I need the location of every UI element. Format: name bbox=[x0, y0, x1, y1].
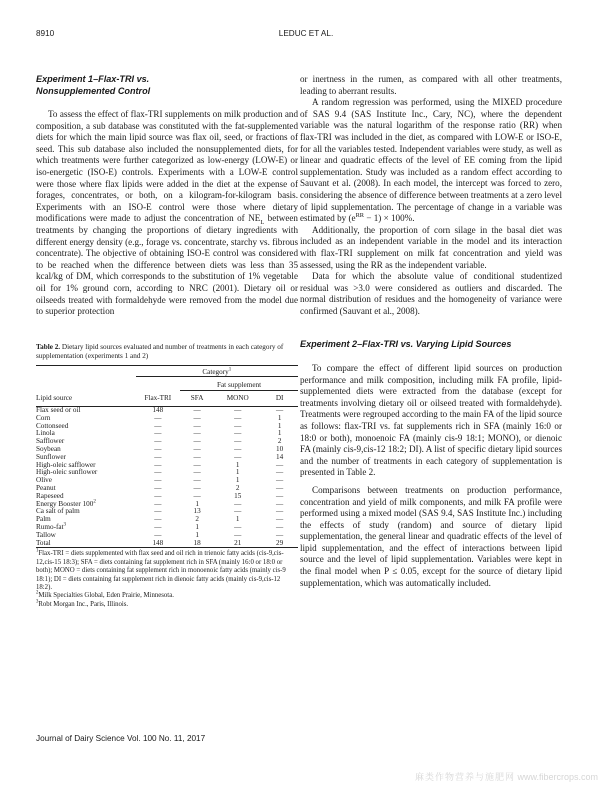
cell-value: — bbox=[193, 406, 201, 415]
cell-value: 1 bbox=[277, 429, 282, 438]
cell-value: — bbox=[154, 452, 162, 461]
cell-lipid-source: Total bbox=[36, 540, 136, 548]
cell-value: 1 bbox=[235, 468, 240, 477]
cell-value: — bbox=[234, 437, 242, 446]
cell-value: — bbox=[154, 491, 162, 500]
heading-line-1: Experiment 1–Flax-TRI vs. bbox=[36, 74, 150, 84]
cell-value: — bbox=[193, 484, 201, 493]
cell-value: — bbox=[234, 413, 242, 422]
table-row bbox=[36, 477, 298, 485]
cell-value: — bbox=[276, 523, 284, 532]
cell-value: — bbox=[154, 429, 162, 438]
cell-lipid-source: Linola bbox=[36, 429, 55, 438]
cell-value: 18 bbox=[180, 540, 214, 548]
cell-lipid-source: Energy Booster $100^2$ bbox=[36, 499, 96, 508]
section-heading-experiment-1 bbox=[36, 74, 298, 97]
cell-value: 15 bbox=[234, 491, 242, 500]
cell-value: — bbox=[276, 476, 284, 485]
cell-value: — bbox=[154, 421, 162, 430]
cell-lipid-source: Corn bbox=[36, 413, 51, 422]
cell-value: — bbox=[154, 515, 162, 524]
cell-lipid-source: Tallow bbox=[36, 530, 56, 539]
col-header-sfa: SFA bbox=[180, 393, 214, 406]
cell-value: — bbox=[276, 530, 284, 539]
table-header-row bbox=[36, 393, 298, 406]
cell-lipid-source: Ca salt of palm bbox=[36, 507, 80, 516]
watermark: 麻类作物营养与施肥网 www.fibercrops.com bbox=[414, 772, 598, 782]
cell-value: 2 bbox=[195, 515, 199, 524]
cell-value: — bbox=[276, 499, 284, 508]
cell-value: 1 bbox=[235, 476, 240, 485]
cell-value: — bbox=[193, 437, 201, 446]
cell-value: 13 bbox=[193, 507, 201, 516]
cell-value: — bbox=[234, 445, 242, 454]
cell-lipid-source: Peanut bbox=[36, 484, 56, 493]
table-row bbox=[36, 485, 298, 493]
section-heading-experiment-2: Experiment 2–Flax-TRI vs. Varying Lipid Sources bbox=[300, 339, 512, 350]
cell-value: — bbox=[193, 468, 201, 477]
cell-lipid-source: Rapeseed bbox=[36, 491, 64, 500]
cell-value: — bbox=[193, 452, 201, 461]
cell-value: — bbox=[234, 421, 242, 430]
cell-value: — bbox=[276, 491, 284, 500]
paragraph-continued: or inertness in the rumen, as compared with all other treatments, leading to aberrant results. bbox=[300, 74, 562, 96]
table-row bbox=[36, 508, 298, 516]
cell-value: — bbox=[154, 484, 162, 493]
table-row bbox=[36, 540, 298, 548]
cell-lipid-source: Soybean bbox=[36, 445, 61, 454]
cell-value: 1 bbox=[277, 413, 282, 422]
cell-value: — bbox=[234, 406, 242, 415]
paragraph-outliers: Data for which the absolute value of conditional studentized residual was >3.0 were considered as outliers and discarded. The normal distribution of residues and the homogeneity of variance were confirmed (Sauvant et al., 2008). bbox=[300, 271, 562, 316]
cell-value: — bbox=[276, 515, 284, 524]
cell-value: 21 bbox=[214, 540, 261, 548]
cell-value: — bbox=[154, 413, 162, 422]
cell-value: 1 bbox=[277, 421, 282, 430]
table-row bbox=[36, 407, 298, 415]
table-row bbox=[36, 446, 298, 454]
page-number: 8910 bbox=[36, 29, 55, 38]
table-row bbox=[36, 423, 298, 431]
cell-value: — bbox=[193, 491, 201, 500]
table-row bbox=[36, 469, 298, 477]
table-row bbox=[36, 415, 298, 423]
cell-value: 14 bbox=[276, 452, 284, 461]
cell-value: 1 bbox=[235, 515, 240, 524]
cell-value: 2 bbox=[277, 437, 282, 446]
paragraph-corn-silage: Additionally, the proportion of corn silage in the basal diet was included as an independent variable in the model and its interaction with flax-TRI supplement on milk fat concentration and yield was assessed, using the RR as the independent variable. bbox=[300, 224, 562, 270]
cell-value: — bbox=[154, 445, 162, 454]
cell-value: — bbox=[276, 406, 284, 415]
cell-value: — bbox=[234, 429, 242, 438]
cell-value: 1 bbox=[235, 460, 240, 469]
cell-lipid-source: High-oleic sunflower bbox=[36, 468, 98, 477]
table-footnote: $^3$Robt Morgan Inc., Paris, Illinois. bbox=[36, 599, 129, 608]
col-header-di: DI bbox=[261, 393, 298, 406]
cell-lipid-source: Cottonseed bbox=[36, 421, 69, 430]
cell-value: — bbox=[154, 499, 162, 508]
paragraph-comparisons: Comparisons between treatments on production performance, concentration and yield of milk components, and milk FA profile were performed using a mixed model (SAS 9.4, SAS Institute Inc.) including the effects of study (random) and source of dietary lipid supplementation, the general linear and quadratic effects of the level of lipid supplementation, and the effect of interactions between lipid source and the level of lipid supplementation. Variables were kept in the final model when P ≤ 0.05, except for the source of dietary lipid supplementation, which was automatically included. bbox=[300, 484, 562, 588]
col-header-flax-tri: Flax-TRI bbox=[136, 393, 181, 406]
col-header-mono: MONO bbox=[214, 393, 261, 406]
lipid-source-table bbox=[36, 365, 298, 549]
cell-value: 2 bbox=[235, 484, 240, 493]
cell-value: — bbox=[193, 429, 201, 438]
cell-lipid-source: Olive bbox=[36, 476, 52, 485]
cell-value: — bbox=[234, 507, 242, 516]
category-header: Category$^1$ bbox=[136, 369, 298, 378]
col-header-lipid-source: Lipid source bbox=[36, 393, 136, 406]
cell-value: 1 bbox=[195, 523, 199, 532]
journal-footer: Journal of Dairy Science Vol. 100 No. 11, 2017 bbox=[36, 734, 206, 743]
table-caption: Table 2. Dietary lipid sources evaluated and number of treatments in each category of supplementation (experiments 1 and 2) bbox=[36, 342, 284, 360]
table-row bbox=[36, 532, 298, 540]
cell-value: — bbox=[234, 452, 242, 461]
cell-value: 148 bbox=[136, 540, 181, 548]
cell-lipid-source: High-oleic safflower bbox=[36, 460, 96, 469]
heading-line-2: Nonsupplemented Control bbox=[36, 85, 151, 96]
cell-value: — bbox=[193, 421, 201, 430]
paragraph-experiment-1: To assess the effect of flax-TRI supplements on milk production and composition, a sub database was constituted with the fat-supplemented diets for which the main lipid source was flax oil, seed, or fractions of seed. This sub database also included the nonsupplemented diets, for which treatments were further categorized as low-energy (LOW-E) or iso-energetic (ISO-E) controls. Experiments with a LOW-E control were those where flax lipids were added in the diet at the expense of forages, concentrates, or both, on a kilogram-for-kilogram basis. Experiments with an ISO-E control were those where dietary modifications were made to adjust the concentration of $NE_L$ between treatments by changing the proportions of dietary ingredients with different energy density (e.g., forage vs. concentrate, starchy vs. fibrous concentrate). The objective of obtaining ISO-E control was considered to be reached when the difference between diets was less than 35 kcal/kg of DM, which corresponds to the substitution of 1% vegetable oil for 1% ground corn, according to NRC (2001). Dietary oil or oilseeds treated with formaldehyde were removed from the model due to superior protection bbox=[36, 109, 298, 317]
cell-value: — bbox=[234, 530, 242, 539]
cell-value: 148 bbox=[152, 406, 164, 415]
cell-value: — bbox=[154, 460, 162, 469]
cell-value: 10 bbox=[276, 445, 284, 454]
cell-value: — bbox=[276, 484, 284, 493]
cell-value: — bbox=[234, 499, 242, 508]
cell-value: — bbox=[154, 468, 162, 477]
table-footnotes bbox=[36, 550, 298, 609]
cell-value: — bbox=[154, 437, 162, 446]
fat-supplement-header: Fat supplement bbox=[180, 382, 298, 391]
cell-value: 1 bbox=[195, 530, 199, 539]
right-column bbox=[300, 74, 562, 589]
table-footnote: $^2$Milk Specialties Global, Eden Prairie, Minnesota. bbox=[36, 591, 174, 600]
cell-value: — bbox=[193, 445, 201, 454]
cell-lipid-source: Palm bbox=[36, 515, 51, 524]
table-row bbox=[36, 438, 298, 446]
cell-lipid-source: Flax seed or oil bbox=[36, 406, 81, 415]
paragraph-experiment-2: To compare the effect of different lipid sources on production performance and milk composition, including milk FA profile, lipid-supplemented diets were extracted from the database (except for treatments involving dietary oil or oilseed treated with formaldehyde). Treatments were regrouped according to the main FA of the lipid source as follows: flax-TRI vs. fat supplements rich in SFA (mainly 16:0 or 18:0 or both), monoenoic FA (mainly cis-9 18:1; MONO), or dienoic FA (mainly cis-9,cis-12 18:2; DI). A list of specific dietary lipid sources and the number of treatments in each category of supplementation is presented in Table 2. bbox=[300, 362, 562, 478]
cell-lipid-source: Rumo-fat$^3$ bbox=[36, 522, 67, 532]
cell-value: — bbox=[154, 530, 162, 539]
cell-value: 1 bbox=[195, 499, 199, 508]
cell-value: — bbox=[154, 507, 162, 516]
running-header-authors: LEDUC ET AL. bbox=[278, 29, 334, 38]
cell-lipid-source: Sunflower bbox=[36, 452, 66, 461]
cell-value: — bbox=[154, 523, 162, 532]
cell-value: — bbox=[193, 476, 201, 485]
cell-value: — bbox=[276, 460, 284, 469]
paragraph-random-regression: A random regression was performed, using the MIXED procedure of SAS 9.4 (SAS Institute Inc., Cary, NC), where the dependent variable was the natural logarithm of the response ratio (RR) when flax-TRI was included in the diet, as compared with LOW-E or ISO-E, for all the variables tested. Independent variables were study, as well as linear and quadratic effects of the level of EE coming from the lipid supplementation. Study was included as a random effect according to Sauvant et al. (2008). In each model, the intercept was forced to zero, considering the absence of difference between treatments at a zero level of lipid supplementation. The percentage of change in a variable was estimated by $(e^{RR} - 1) \times 100\%$. bbox=[300, 97, 562, 224]
cell-value: — bbox=[154, 476, 162, 485]
left-column bbox=[36, 74, 298, 609]
cell-value: — bbox=[193, 413, 201, 422]
cell-lipid-source: Safflower bbox=[36, 437, 65, 446]
table-row bbox=[36, 524, 298, 532]
table-footnote: $^1$Flax-TRI = diets supplemented with flax seed and oil rich in trienoic fatty acids (cis-9,cis-12,cis-15 18:3); SFA = diets containing fat supplement rich in SFA (mainly 16:0 or 18:0 or both); MONO = diets containing fat supplement rich in monoenoic fatty acids (mainly cis-9 18:1); DI = diets containing fat supplement rich in dienoic fatty acids (mainly cis-9,cis-12 18:2). bbox=[36, 549, 286, 592]
cell-value: 29 bbox=[261, 540, 298, 548]
cell-value: — bbox=[276, 507, 284, 516]
cell-value: — bbox=[193, 460, 201, 469]
cell-value: — bbox=[234, 523, 242, 532]
table-row bbox=[36, 516, 298, 524]
table-row bbox=[36, 430, 298, 438]
cell-value: — bbox=[276, 468, 284, 477]
